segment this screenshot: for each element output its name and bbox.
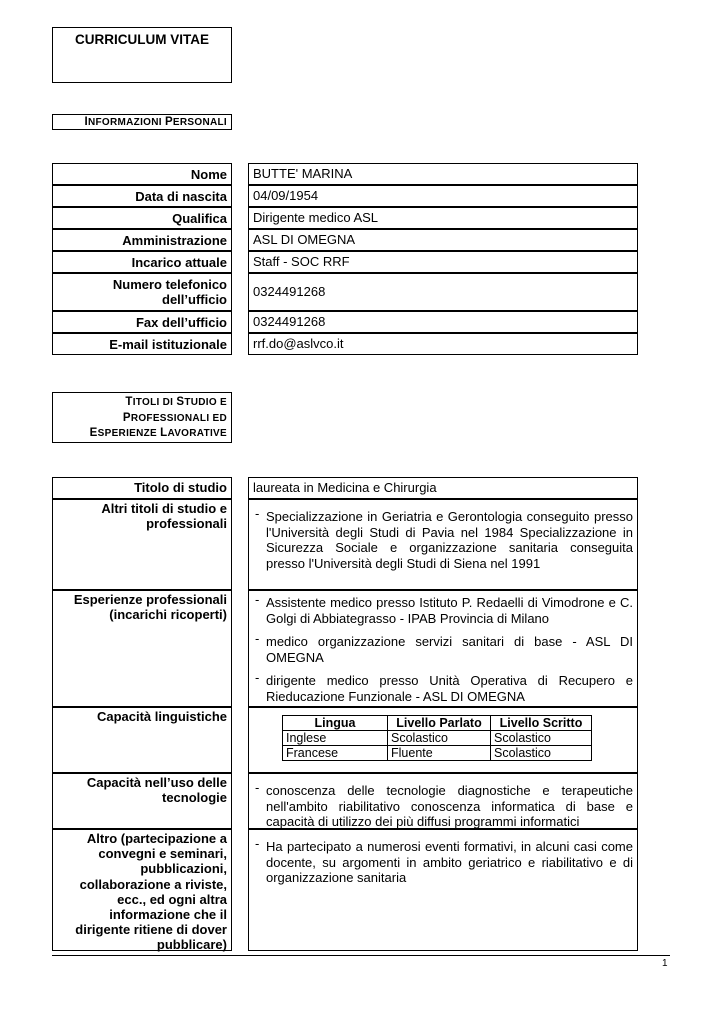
personal-info-value: 04/09/1954 (248, 185, 638, 207)
label-esperienze: Esperienze professionali (incarichi ricoperti) (52, 590, 232, 707)
footer-divider (52, 955, 670, 956)
value-altro (248, 829, 638, 951)
list-item: - medico organizzazione servizi sanitari di base - ASL DI OMEGNA (255, 631, 633, 665)
cv-title: CURRICULUM VITAE (75, 32, 209, 47)
personal-info-value: ASL DI OMEGNA (248, 229, 638, 251)
personal-info-value: BUTTE' MARINA (248, 163, 638, 185)
label-altri-titoli: Altri titoli di studio e professionali (52, 499, 232, 590)
list-item: - conoscenza delle tecnologie diagnostiche e terapeutiche nell'ambito riabilitativo conoscenza informatica di base e capacità di utilizzo dei più diffusi programmi informatici (255, 780, 633, 829)
personal-info-value: 0324491268 (248, 311, 638, 333)
personal-info-label: Qualifica (52, 207, 232, 229)
personal-info-label: E-mail istituzionale (52, 333, 232, 355)
personal-info-label: Numero telefonico dell’ufficio (52, 273, 232, 311)
table-header-row: Lingua Livello Parlato Livello Scritto (283, 716, 592, 731)
list-item: - Specializzazione in Geriatria e Gerontologia conseguito presso l'Università degli Studi di Pavia nel 1984 Specializzazione in Sicurezza Sociale e organizzazione sanitaria conseguita presso l'Università degli Studi di Siena nel 1991 (255, 506, 633, 571)
value-tecnologie (248, 773, 638, 829)
label-tecnologie: Capacità nell’uso delle tecnologie (52, 773, 232, 829)
cv-title-box (52, 27, 232, 83)
section-titles: TITOLI DI STUDIO E PROFESSIONALI ED ESPERIENZE LAVORATIVE (52, 392, 232, 443)
list-item: - Ha partecipato a numerosi eventi formativi, in alcuni casi come docente, su argomenti in ambito geriatrico e riabilitativo e di organizzazione sanitaria (255, 836, 633, 885)
label-altro: Altro (partecipazione a convegni e seminari, pubblicazioni, collaborazione a riviste, ecc., ed ogni altra informazione che il dirigente ritiene di dover pubblicare) (52, 829, 232, 951)
personal-info-value: Staff - SOC RRF (248, 251, 638, 273)
personal-info-label: Incarico attuale (52, 251, 232, 273)
section-personal-info: INFORMAZIONI PERSONALI (52, 114, 232, 130)
table-row: Francese Fluente Scolastico (283, 746, 592, 761)
personal-info-value: rrf.do@aslvco.it (248, 333, 638, 355)
personal-info-label: Fax dell’ufficio (52, 311, 232, 333)
value-altri-titoli (248, 499, 638, 590)
label-titolo-studio: Titolo di studio (52, 477, 232, 499)
languages-table (282, 715, 592, 761)
label-lingue: Capacità linguistiche (52, 707, 232, 773)
personal-info-value: 0324491268 (248, 273, 638, 311)
value-esperienze (248, 590, 638, 707)
value-titolo-studio: laureata in Medicina e Chirurgia (248, 477, 638, 499)
list-item: - Assistente medico presso Istituto P. Redaelli di Vimodrone e C. Golgi di Abbiategrasso - IPAB Provincia di Milano (255, 592, 633, 626)
personal-info-value: Dirigente medico ASL (248, 207, 638, 229)
personal-info-label: Data di nascita (52, 185, 232, 207)
page-number: 1 (662, 958, 668, 969)
personal-info-label: Nome (52, 163, 232, 185)
list-item: - dirigente medico presso Unità Operativa di Recupero e Rieducazione Funzionale - ASL DI OMEGNA (255, 670, 633, 704)
table-row: Inglese Scolastico Scolastico (283, 731, 592, 746)
personal-info-label: Amministrazione (52, 229, 232, 251)
